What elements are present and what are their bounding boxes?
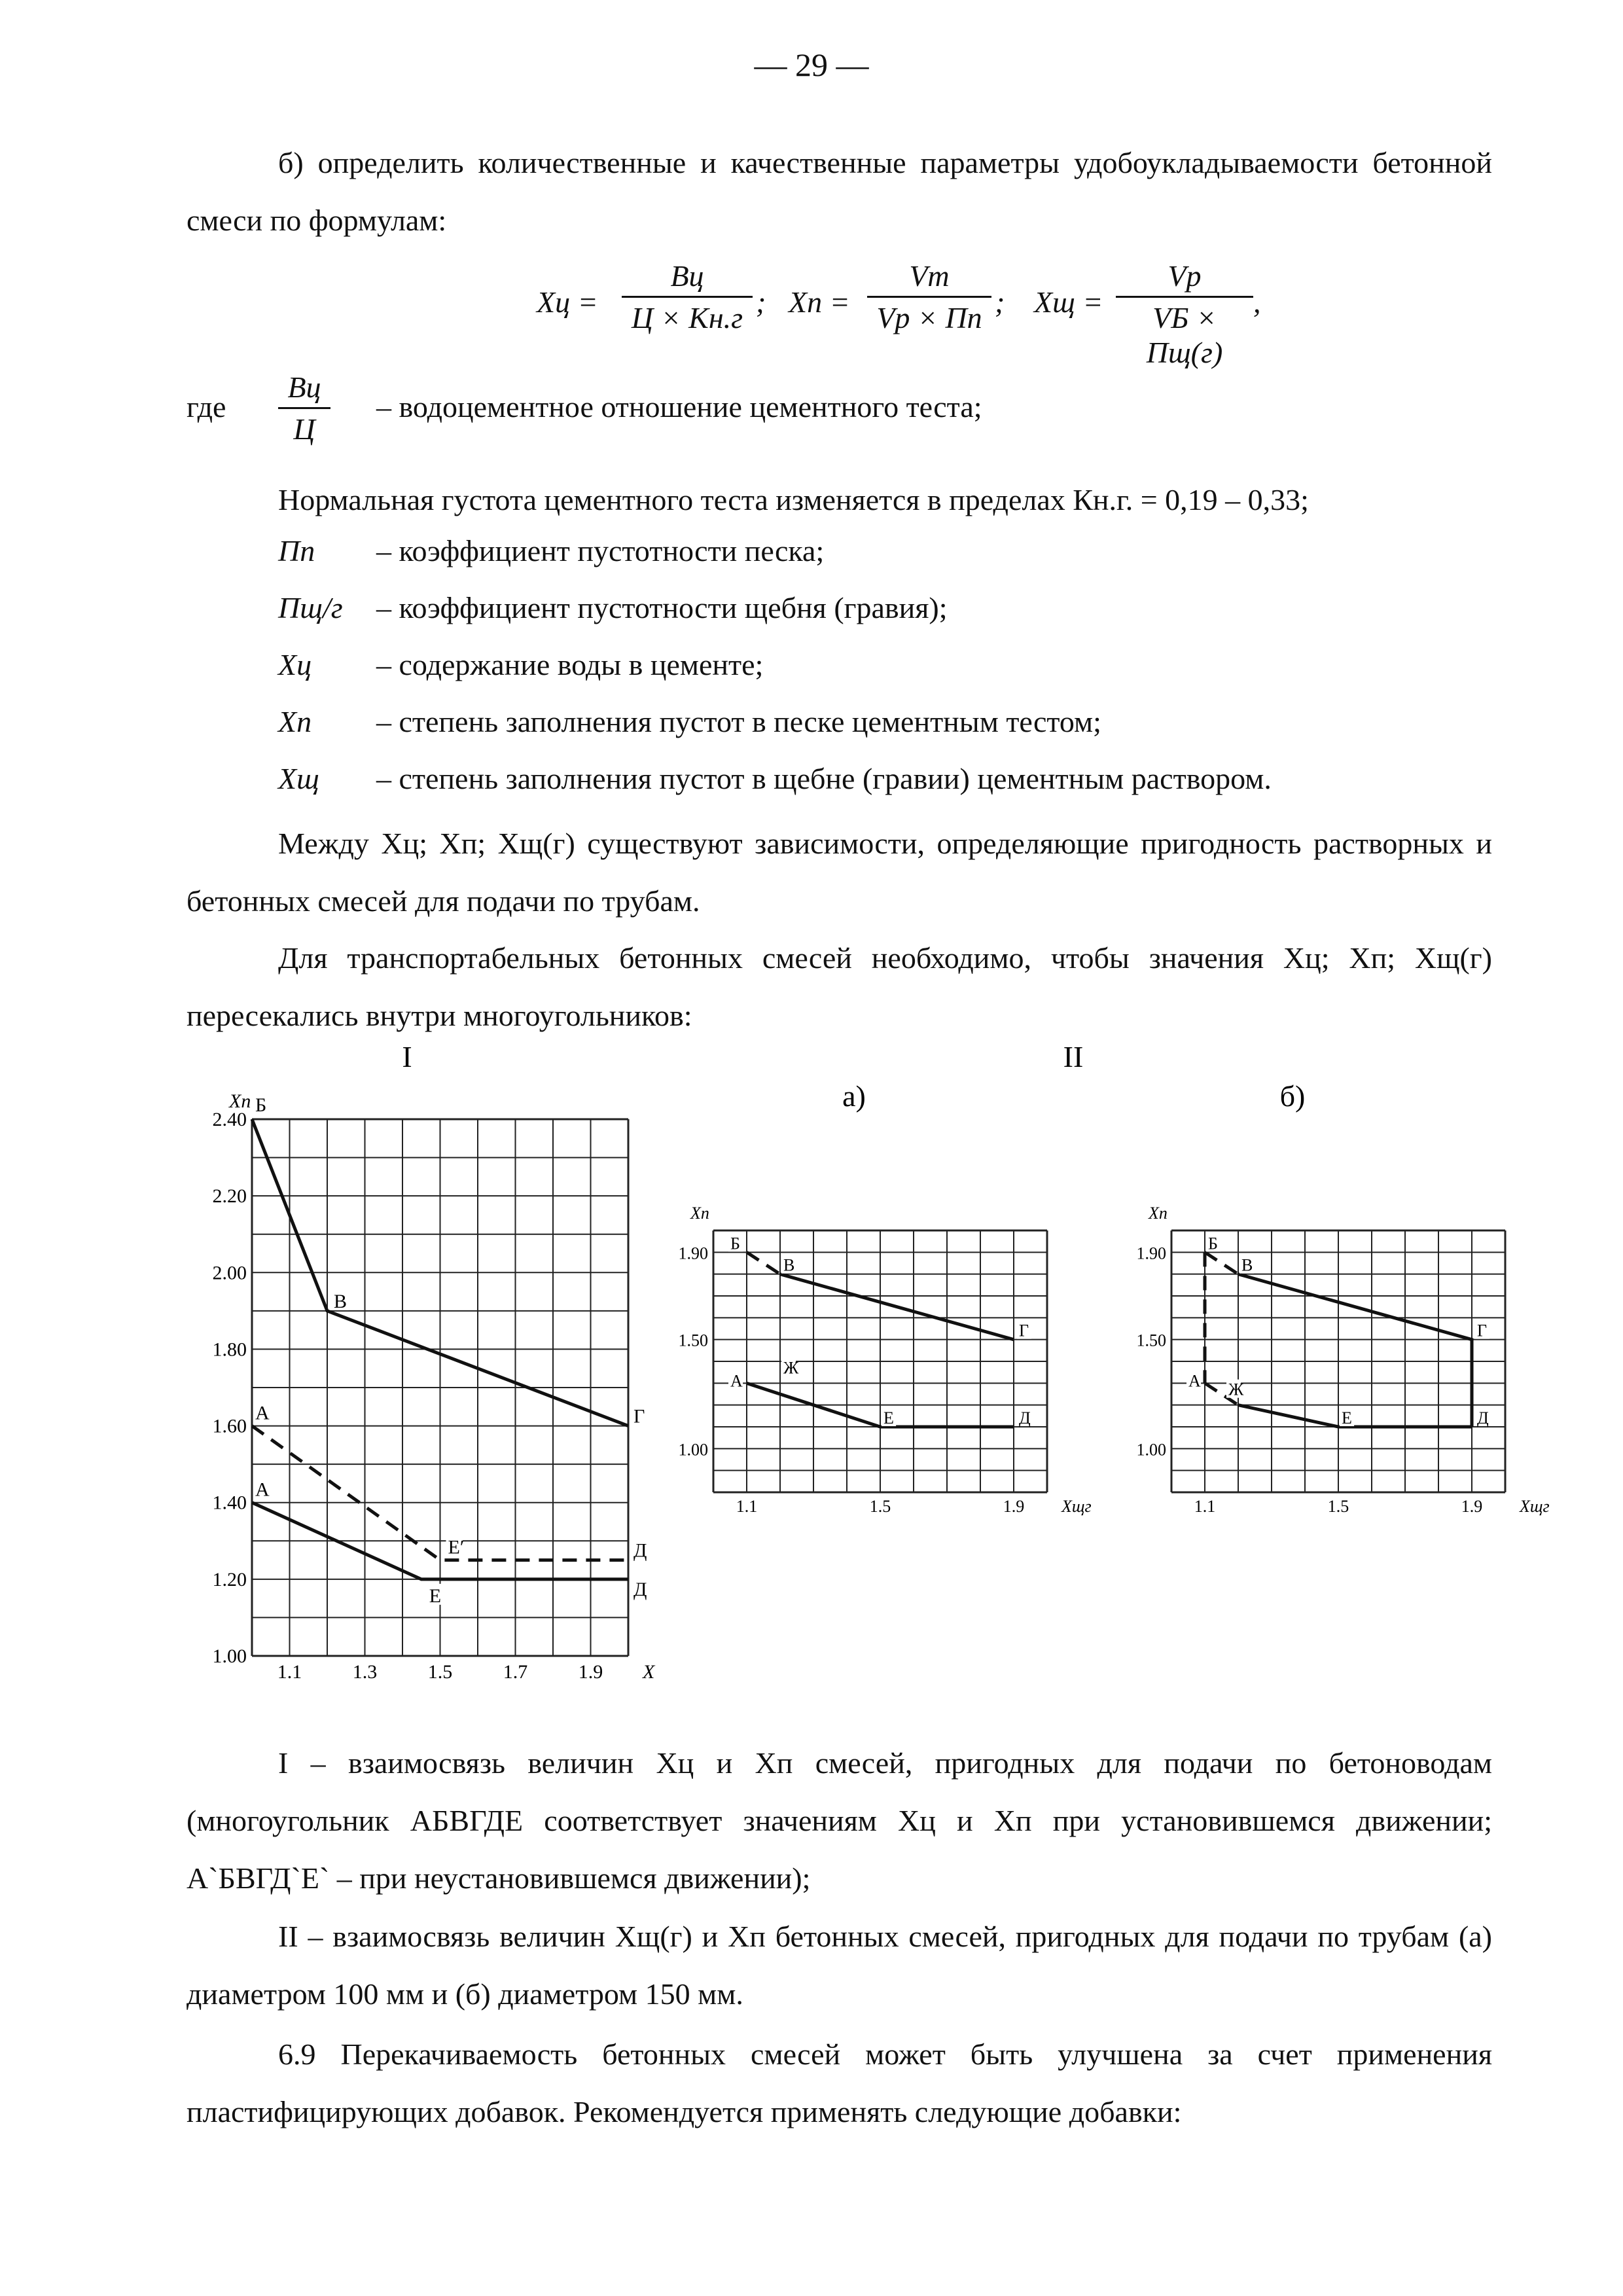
y-tick-label: 1.00 (678, 1440, 708, 1460)
where-label: где (187, 390, 226, 423)
relations-paragraph: Между Xц; Xп; Xщ(г) существуют зависимости, определяющие пригодность растворных и бетонных смесей для подачи по трубам. (187, 827, 1492, 918)
series-line (1238, 1274, 1472, 1427)
y-tick-label: 2.00 (212, 1262, 247, 1284)
point-label: В (783, 1255, 795, 1275)
x-tick-label: 1.9 (1461, 1497, 1483, 1516)
point-label: Ж (1228, 1380, 1244, 1399)
point-label: Г (633, 1405, 645, 1427)
point-label: Д (633, 1539, 647, 1562)
formula-xp-fraction: Vт Vр × Пп (867, 259, 991, 335)
point-label: Д (1477, 1408, 1489, 1427)
x-axis-label: Xщг (1520, 1497, 1550, 1516)
formula-xp-lhs: Xп = (789, 285, 850, 319)
point-label: Б (730, 1234, 740, 1253)
series-line (1238, 1405, 1472, 1427)
y-axis-label: Xп (1149, 1204, 1168, 1223)
x-tick-label: 1.3 (352, 1661, 378, 1683)
formula-xc-fraction: Bц Ц × Kн.г (622, 259, 753, 335)
transport-paragraph: Для транспортабельных бетонных смесей необходимо, чтобы значения Xц; Xп; Xщ(г) пересекались внутри многоугольников: (187, 941, 1492, 1032)
formula-block: Xц = Bц Ц × Kн.г ; Xп = Vт Vр × Пп ; Xщ = Vр VБ × Пщ(г) , (537, 259, 1261, 369)
point-label: Е′ (448, 1536, 465, 1558)
y-tick-label: 2.40 (212, 1109, 247, 1130)
point-label: А (1188, 1371, 1201, 1391)
formula-xs-fraction: Vр VБ × Пщ(г) (1116, 259, 1253, 370)
point-label: Б (255, 1094, 267, 1116)
x-tick-label: 1.5 (1327, 1497, 1349, 1516)
y-tick-label: 1.90 (1136, 1244, 1166, 1263)
point-label: Д (1019, 1408, 1031, 1427)
page-number: — 29 — (754, 46, 869, 83)
figure-label-a: а) (842, 1079, 866, 1113)
caption-I: I – взаимосвязь величин Xц и Xп смесей, пригодных для подачи по бетоноводам (многоугольник АБВГДЕ соответствует значениям Xц и Xп при установившемся движении; А`БВГД`Е` – при неустановившемся движении); (187, 1746, 1492, 1895)
wc-ratio-fraction: Bц Ц (278, 370, 330, 446)
series-line (747, 1252, 780, 1274)
figure-label-b: б) (1279, 1079, 1306, 1113)
x-tick-label: 1.1 (277, 1661, 302, 1683)
section-6-9: 6.9 Перекачиваемость бетонных смесей может быть улучшена за счет применения пластифицирующих добавок. Рекомендуется применять следующие добавки: (187, 2037, 1492, 2128)
point-label: Е (1342, 1408, 1352, 1427)
point-label: Г (1477, 1321, 1488, 1340)
figure-label-I: I (402, 1040, 412, 1073)
intro-paragraph: б) определить количественные и качественные параметры удобоукладываемости бетонной смеси по формулам: (187, 146, 1492, 237)
x-tick-label: 1.5 (869, 1497, 891, 1516)
point-label: Б (1208, 1234, 1218, 1253)
formula-xc-lhs: Xц = (537, 285, 598, 319)
y-tick-label: 1.50 (678, 1331, 708, 1350)
y-axis-label: Xп (690, 1204, 709, 1223)
y-tick-label: 2.20 (212, 1185, 247, 1208)
y-tick-label: 1.80 (212, 1338, 247, 1361)
point-label: А (255, 1402, 270, 1424)
point-label: Ж (783, 1358, 799, 1378)
point-label: Д (633, 1578, 647, 1600)
x-tick-label: 1.1 (736, 1497, 758, 1516)
x-tick-label: 1.5 (427, 1661, 453, 1683)
y-tick-label: 1.60 (212, 1415, 247, 1437)
x-tick-label: 1.9 (1003, 1497, 1025, 1516)
y-tick-label: 1.20 (212, 1568, 247, 1590)
where-row (187, 370, 1492, 455)
point-label: Е (429, 1585, 442, 1607)
x-axis-label: X (643, 1661, 655, 1683)
y-tick-label: 1.40 (212, 1492, 247, 1514)
formula-xs-lhs: Xщ = (1034, 285, 1103, 319)
x-axis-label: Xщг (1061, 1497, 1092, 1516)
y-tick-label: 1.00 (212, 1645, 247, 1667)
series-line (780, 1274, 1014, 1340)
x-tick-label: 1.1 (1194, 1497, 1216, 1516)
point-label: А (255, 1479, 270, 1501)
normal-density-line: Нормальная густота цементного теста изменяется в пределах Кн.г. = 0,19 – 0,33; (278, 483, 1309, 516)
x-tick-label: 1.7 (503, 1661, 528, 1683)
figure-charts (0, 1034, 1623, 1708)
series-line (1205, 1252, 1238, 1274)
point-label: В (1241, 1255, 1253, 1275)
point-label: А (730, 1371, 743, 1391)
y-tick-label: 1.50 (1136, 1331, 1166, 1350)
chart-I (213, 1090, 656, 1683)
y-tick-label: 1.90 (678, 1244, 708, 1263)
y-axis-label: Xп (229, 1090, 251, 1112)
point-label: В (334, 1290, 348, 1312)
point-label: Г (1019, 1321, 1029, 1340)
chart-IIa (679, 1204, 1092, 1516)
x-tick-label: 1.9 (578, 1661, 603, 1683)
point-label: Е (883, 1408, 894, 1427)
wc-ratio-text: – водоцементное отношение цементного теста; (376, 390, 982, 423)
chart-IIb (1137, 1204, 1550, 1516)
y-tick-label: 1.00 (1136, 1440, 1166, 1460)
figure-label-II: II (1063, 1040, 1084, 1073)
caption-II: II – взаимосвязь величин Xщ(г) и Xп бетонных смесей, пригодных для подачи по трубам (а) диаметром 100 мм и (б) диаметром 150 мм. (187, 1920, 1492, 2011)
